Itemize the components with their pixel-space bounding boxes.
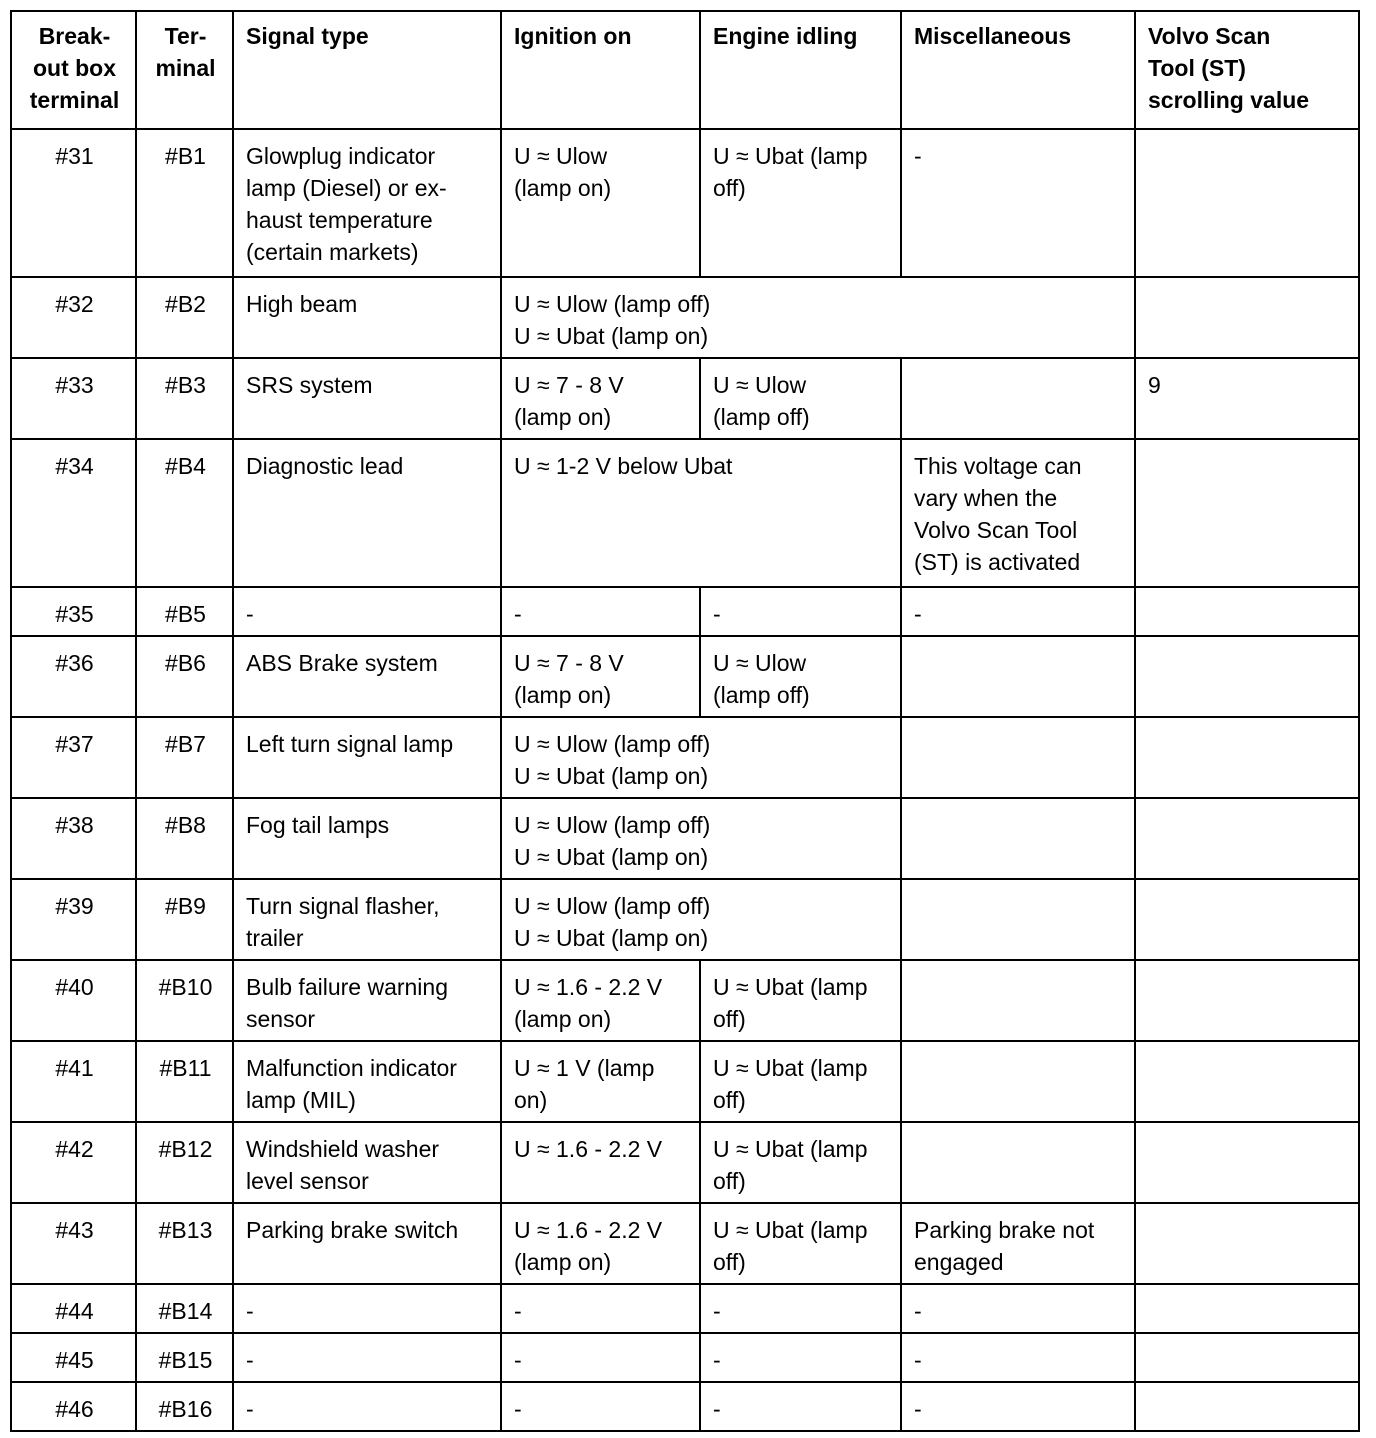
- cell-terminal: [136, 1333, 233, 1382]
- cell-text-line: #39: [55, 893, 94, 919]
- table-body: [11, 129, 1359, 1431]
- cell-terminal: [136, 717, 233, 798]
- cell-scan-tool-value: [1135, 1041, 1359, 1122]
- cell-text-line: #B15: [158, 1347, 213, 1373]
- cell-ignition-on: [501, 1284, 700, 1333]
- cell-text-line: #B4: [165, 453, 206, 479]
- cell-text-line: -: [514, 1347, 522, 1373]
- cell-text-line: -: [246, 601, 254, 627]
- cell-text-line: #B8: [165, 812, 206, 838]
- cell-text-line: #B5: [165, 601, 206, 627]
- cell-text-line: trailer: [246, 925, 304, 951]
- cell-miscellaneous: [901, 1122, 1135, 1203]
- table-row: [11, 358, 1359, 439]
- table-row: [11, 636, 1359, 717]
- cell-engine-idling: [700, 1041, 901, 1122]
- table-row: [11, 587, 1359, 636]
- cell-signal-type: [233, 277, 501, 358]
- cell-engine-idling: [700, 636, 901, 717]
- cell-text-line: -: [246, 1396, 254, 1422]
- cell-breakout-terminal: [11, 1382, 136, 1431]
- cell-terminal: [136, 960, 233, 1041]
- cell-text-line: U ≈ 1.6 - 2.2 V: [514, 1217, 663, 1243]
- cell-text-line: U ≈ Ubat (lamp: [713, 1055, 868, 1081]
- cell-text-line: lamp (Diesel) or ex-: [246, 175, 447, 201]
- cell-text-line: off): [713, 1006, 746, 1032]
- cell-text-line: #34: [55, 453, 94, 479]
- cell-ignition-on: [501, 587, 700, 636]
- cell-text-line: (lamp on): [514, 1006, 612, 1032]
- cell-breakout-terminal: [11, 1041, 136, 1122]
- cell-scan-tool-value: [1135, 439, 1359, 587]
- cell-miscellaneous: [901, 717, 1135, 798]
- cell-ignition-on: [501, 1382, 700, 1431]
- cell-text-line: -: [713, 1396, 721, 1422]
- cell-ignition-on: [501, 1203, 700, 1284]
- cell-text-line: -: [514, 1396, 522, 1422]
- cell-scan-tool-value: [1135, 1284, 1359, 1333]
- cell-text-line: Left turn signal lamp: [246, 731, 454, 757]
- cell-ignition-idling-misc-merged: [501, 277, 1135, 358]
- cell-text-line: off): [713, 1249, 746, 1275]
- cell-text-line: #B10: [158, 974, 213, 1000]
- cell-engine-idling: [700, 1333, 901, 1382]
- pinout-table: [10, 10, 1360, 1432]
- cell-miscellaneous: [901, 1203, 1135, 1284]
- cell-text-line: U ≈ Ubat (lamp on): [514, 844, 709, 870]
- cell-terminal: [136, 1203, 233, 1284]
- cell-ignition-on: [501, 960, 700, 1041]
- cell-breakout-terminal: [11, 798, 136, 879]
- cell-text-line: level sensor: [246, 1168, 369, 1194]
- cell-text-line: High beam: [246, 291, 358, 317]
- cell-text-line: U ≈ 7 - 8 V: [514, 372, 624, 398]
- cell-text-line: #33: [55, 372, 94, 398]
- cell-signal-type: [233, 1382, 501, 1431]
- cell-text-line: #B12: [158, 1136, 213, 1162]
- table-row: [11, 277, 1359, 358]
- cell-text-line: #44: [55, 1298, 94, 1324]
- cell-text-line: sensor: [246, 1006, 316, 1032]
- cell-scan-tool-value: [1135, 277, 1359, 358]
- cell-signal-type: [233, 1041, 501, 1122]
- cell-text-line: -: [713, 601, 721, 627]
- cell-text-line: -: [914, 1347, 922, 1373]
- cell-breakout-terminal: [11, 1203, 136, 1284]
- cell-ignition-on: [501, 1122, 700, 1203]
- cell-text-line: off): [713, 1087, 746, 1113]
- cell-scan-tool-value: [1135, 129, 1359, 277]
- cell-terminal: [136, 277, 233, 358]
- cell-text-line: (lamp off): [713, 682, 810, 708]
- cell-text-line: -: [914, 143, 922, 169]
- cell-text-line: #41: [55, 1055, 94, 1081]
- cell-signal-type: [233, 358, 501, 439]
- cell-text-line: Glowplug indicator: [246, 143, 436, 169]
- cell-text-line: #32: [55, 291, 94, 317]
- cell-text-line: (ST) is activated: [914, 549, 1081, 575]
- cell-ignition-idling-merged: [501, 798, 901, 879]
- cell-text-line: -: [246, 1347, 254, 1373]
- cell-scan-tool-value: [1135, 1333, 1359, 1382]
- cell-miscellaneous: [901, 1333, 1135, 1382]
- cell-scan-tool-value: [1135, 1203, 1359, 1284]
- cell-ignition-on: [501, 129, 700, 277]
- cell-text-line: (lamp off): [713, 404, 810, 430]
- cell-text-line: U ≈ Ubat (lamp: [713, 143, 868, 169]
- cell-miscellaneous: [901, 636, 1135, 717]
- cell-text-line: #B6: [165, 650, 206, 676]
- cell-text-line: #46: [55, 1396, 94, 1422]
- table-row: [11, 129, 1359, 277]
- cell-text-line: -: [914, 601, 922, 627]
- header-terminal: Ter- minal: [136, 11, 233, 129]
- cell-terminal: [136, 129, 233, 277]
- header-row: [11, 11, 1359, 129]
- cell-text-line: U ≈ 1 V (lamp: [514, 1055, 655, 1081]
- cell-text-line: U ≈ 1-2 V below Ubat: [514, 453, 733, 479]
- cell-scan-tool-value: [1135, 960, 1359, 1041]
- cell-text-line: U ≈ Ubat (lamp on): [514, 323, 709, 349]
- cell-ignition-on: [501, 1041, 700, 1122]
- cell-miscellaneous: [901, 1382, 1135, 1431]
- header-miscellaneous: Miscellaneous: [901, 11, 1135, 129]
- cell-text-line: #B3: [165, 372, 206, 398]
- cell-signal-type: [233, 798, 501, 879]
- cell-terminal: [136, 1284, 233, 1333]
- cell-engine-idling: [700, 960, 901, 1041]
- cell-text-line: lamp (MIL): [246, 1087, 356, 1113]
- cell-terminal: [136, 358, 233, 439]
- cell-engine-idling: [700, 358, 901, 439]
- cell-text-line: -: [914, 1298, 922, 1324]
- cell-ignition-idling-merged: [501, 717, 901, 798]
- cell-text-line: -: [246, 1298, 254, 1324]
- cell-text-line: -: [713, 1298, 721, 1324]
- cell-text-line: U ≈ 1.6 - 2.2 V: [514, 974, 663, 1000]
- header-signal-type: Signal type: [233, 11, 501, 129]
- cell-signal-type: [233, 587, 501, 636]
- cell-miscellaneous: [901, 798, 1135, 879]
- cell-miscellaneous: [901, 879, 1135, 960]
- cell-text-line: U ≈ Ubat (lamp on): [514, 763, 709, 789]
- cell-terminal: [136, 879, 233, 960]
- cell-text-line: Bulb failure warning: [246, 974, 449, 1000]
- cell-text-line: #B9: [165, 893, 206, 919]
- cell-terminal: [136, 1041, 233, 1122]
- cell-text-line: (lamp on): [514, 175, 612, 201]
- cell-text-line: #45: [55, 1347, 94, 1373]
- table-row: [11, 439, 1359, 587]
- cell-text-line: off): [713, 175, 746, 201]
- cell-text-line: U ≈ Ulow (lamp off): [514, 731, 711, 757]
- cell-miscellaneous: [901, 960, 1135, 1041]
- table-row: [11, 960, 1359, 1041]
- cell-text-line: -: [514, 601, 522, 627]
- cell-engine-idling: [700, 1382, 901, 1431]
- cell-text-line: -: [514, 1298, 522, 1324]
- cell-text-line: (certain markets): [246, 239, 419, 265]
- cell-text-line: #B1: [165, 143, 206, 169]
- cell-text-line: #B16: [158, 1396, 213, 1422]
- table-row: [11, 1041, 1359, 1122]
- cell-miscellaneous: [901, 439, 1135, 587]
- cell-text-line: U ≈ Ubat (lamp: [713, 1136, 868, 1162]
- cell-signal-type: [233, 1203, 501, 1284]
- cell-signal-type: [233, 960, 501, 1041]
- cell-breakout-terminal: [11, 439, 136, 587]
- cell-text-line: Malfunction indicator: [246, 1055, 457, 1081]
- cell-text-line: #31: [55, 143, 94, 169]
- cell-breakout-terminal: [11, 1122, 136, 1203]
- cell-breakout-terminal: [11, 358, 136, 439]
- cell-text-line: (lamp on): [514, 1249, 612, 1275]
- cell-text-line: Parking brake not: [914, 1217, 1095, 1243]
- cell-scan-tool-value: [1135, 1382, 1359, 1431]
- cell-text-line: #37: [55, 731, 94, 757]
- cell-text-line: U ≈ Ubat (lamp: [713, 974, 868, 1000]
- table-row: [11, 717, 1359, 798]
- cell-breakout-terminal: [11, 879, 136, 960]
- cell-scan-tool-value: [1135, 798, 1359, 879]
- cell-ignition-on: [501, 1333, 700, 1382]
- cell-text-line: U ≈ Ulow: [713, 650, 807, 676]
- cell-signal-type: [233, 1284, 501, 1333]
- cell-signal-type: [233, 1333, 501, 1382]
- cell-ignition-idling-merged: [501, 879, 901, 960]
- cell-breakout-terminal: [11, 636, 136, 717]
- cell-text-line: vary when the: [914, 485, 1058, 511]
- cell-text-line: -: [914, 1396, 922, 1422]
- cell-text-line: U ≈ 7 - 8 V: [514, 650, 624, 676]
- cell-terminal: [136, 636, 233, 717]
- cell-signal-type: [233, 636, 501, 717]
- table-row: [11, 1284, 1359, 1333]
- cell-text-line: U ≈ Ubat (lamp: [713, 1217, 868, 1243]
- table-row: [11, 1333, 1359, 1382]
- cell-text-line: SRS system: [246, 372, 373, 398]
- header-breakout-box-terminal: Break- out box terminal: [11, 11, 136, 129]
- cell-breakout-terminal: [11, 587, 136, 636]
- cell-ignition-idling-merged: [501, 439, 901, 587]
- cell-breakout-terminal: [11, 1333, 136, 1382]
- cell-scan-tool-value: [1135, 717, 1359, 798]
- cell-engine-idling: [700, 587, 901, 636]
- cell-text-line: #B7: [165, 731, 206, 757]
- cell-text-line: #42: [55, 1136, 94, 1162]
- cell-terminal: [136, 439, 233, 587]
- cell-text-line: U ≈ Ulow: [514, 143, 608, 169]
- cell-breakout-terminal: [11, 1284, 136, 1333]
- cell-terminal: [136, 1122, 233, 1203]
- table-row: [11, 1382, 1359, 1431]
- cell-breakout-terminal: [11, 960, 136, 1041]
- header-engine-idling: Engine idling: [700, 11, 901, 129]
- cell-breakout-terminal: [11, 277, 136, 358]
- cell-miscellaneous: [901, 129, 1135, 277]
- cell-scan-tool-value: [1135, 1122, 1359, 1203]
- cell-miscellaneous: [901, 1041, 1135, 1122]
- cell-text-line: #B2: [165, 291, 206, 317]
- cell-breakout-terminal: [11, 129, 136, 277]
- cell-text-line: off): [713, 1168, 746, 1194]
- cell-text-line: #35: [55, 601, 94, 627]
- cell-ignition-on: [501, 636, 700, 717]
- cell-signal-type: [233, 439, 501, 587]
- cell-scan-tool-value: [1135, 636, 1359, 717]
- cell-engine-idling: [700, 1122, 901, 1203]
- cell-signal-type: [233, 129, 501, 277]
- cell-text-line: Fog tail lamps: [246, 812, 390, 838]
- cell-text-line: U ≈ Ubat (lamp on): [514, 925, 709, 951]
- cell-text-line: #B11: [159, 1055, 212, 1081]
- cell-miscellaneous: [901, 358, 1135, 439]
- cell-text-line: Diagnostic lead: [246, 453, 404, 479]
- cell-text-line: Parking brake switch: [246, 1217, 459, 1243]
- cell-breakout-terminal: [11, 717, 136, 798]
- cell-text-line: engaged: [914, 1249, 1004, 1275]
- cell-miscellaneous: [901, 587, 1135, 636]
- cell-ignition-on: [501, 358, 700, 439]
- header-scan-tool-value: Volvo Scan Tool (ST) scrolling value: [1135, 11, 1359, 129]
- cell-signal-type: [233, 1122, 501, 1203]
- cell-text-line: ABS Brake system: [246, 650, 438, 676]
- cell-text-line: Volvo Scan Tool: [914, 517, 1078, 543]
- cell-text-line: (lamp on): [514, 404, 612, 430]
- cell-text-line: U ≈ Ulow (lamp off): [514, 291, 711, 317]
- cell-engine-idling: [700, 1284, 901, 1333]
- cell-scan-tool-value: [1135, 879, 1359, 960]
- cell-terminal: [136, 587, 233, 636]
- table-row: [11, 1203, 1359, 1284]
- cell-text-line: #B13: [158, 1217, 213, 1243]
- table-row: [11, 879, 1359, 960]
- cell-text-line: #43: [55, 1217, 94, 1243]
- table-row: [11, 798, 1359, 879]
- cell-text-line: This voltage can: [914, 453, 1082, 479]
- cell-signal-type: [233, 879, 501, 960]
- cell-text-line: -: [713, 1347, 721, 1373]
- cell-terminal: [136, 798, 233, 879]
- cell-text-line: #38: [55, 812, 94, 838]
- cell-engine-idling: [700, 1203, 901, 1284]
- cell-text-line: U ≈ Ulow (lamp off): [514, 893, 711, 919]
- cell-text-line: #B14: [158, 1298, 213, 1324]
- cell-miscellaneous: [901, 1284, 1135, 1333]
- cell-text-line: haust temperature: [246, 207, 433, 233]
- header-ignition-on: Ignition on: [501, 11, 700, 129]
- cell-text-line: U ≈ Ulow: [713, 372, 807, 398]
- table-row: [11, 1122, 1359, 1203]
- cell-engine-idling: [700, 129, 901, 277]
- cell-signal-type: [233, 717, 501, 798]
- cell-text-line: #40: [55, 974, 94, 1000]
- cell-scan-tool-value: [1135, 358, 1359, 439]
- cell-text-line: 9: [1148, 372, 1161, 398]
- cell-text-line: Windshield washer: [246, 1136, 440, 1162]
- cell-text-line: on): [514, 1087, 548, 1113]
- cell-text-line: (lamp on): [514, 682, 612, 708]
- cell-text-line: U ≈ 1.6 - 2.2 V: [514, 1136, 663, 1162]
- pinout-table-container: [10, 10, 1358, 1432]
- cell-text-line: U ≈ Ulow (lamp off): [514, 812, 711, 838]
- cell-text-line: Turn signal flasher,: [246, 893, 440, 919]
- cell-scan-tool-value: [1135, 587, 1359, 636]
- cell-text-line: #36: [55, 650, 94, 676]
- cell-terminal: [136, 1382, 233, 1431]
